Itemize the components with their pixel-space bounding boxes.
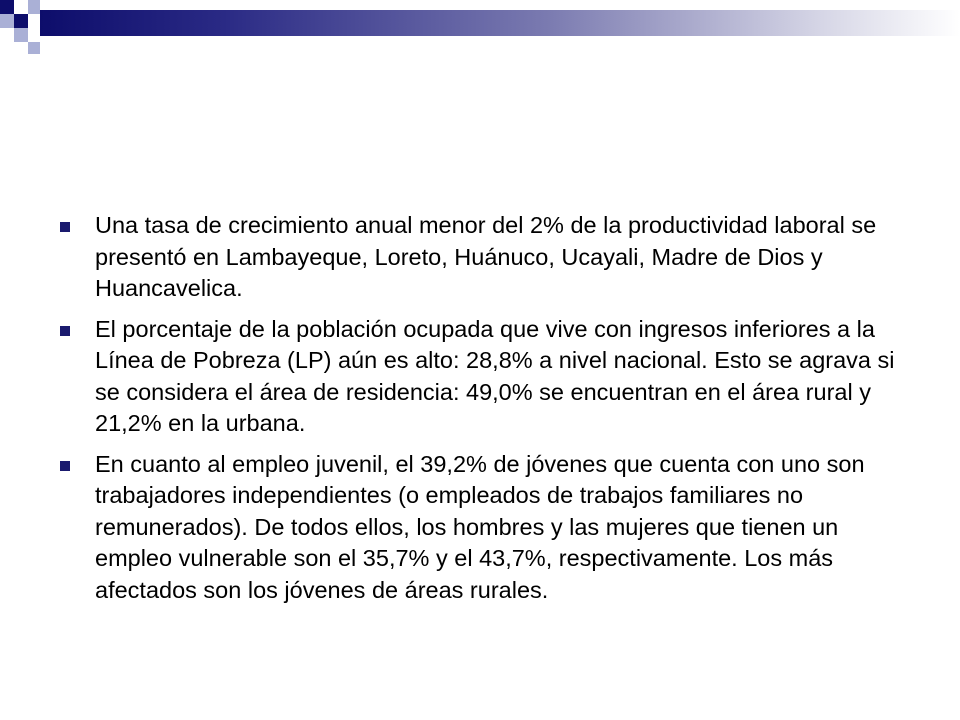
square-bullet-icon bbox=[60, 326, 70, 336]
decor-square bbox=[28, 28, 40, 42]
decor-square bbox=[0, 14, 14, 28]
decor-square bbox=[14, 0, 28, 14]
bullet-item bbox=[58, 449, 908, 607]
bullet-text: En cuanto al empleo juvenil, el 39,2% de jóvenes que cuenta con uno son trabajadores independientes (o empleados de trabajos familiares no remunerados). De todos ellos, los hombres y las mujeres que tienen un empleo vulnerable son el 35,7% y el 43,7%, respectivamente. Los más afectados son los jóvenes de áreas rurales. bbox=[95, 450, 865, 603]
bullet-item bbox=[58, 210, 908, 305]
decor-square bbox=[28, 14, 40, 28]
bullet-item bbox=[58, 314, 908, 440]
decor-square bbox=[14, 28, 28, 42]
square-bullet-icon bbox=[60, 461, 70, 471]
decor-square bbox=[28, 42, 40, 54]
decor-square bbox=[14, 14, 28, 28]
decor-square bbox=[0, 0, 14, 14]
decor-square bbox=[28, 0, 40, 14]
decor-square bbox=[0, 28, 14, 42]
header-banner bbox=[40, 10, 960, 36]
square-bullet-icon bbox=[60, 222, 70, 232]
bullet-text: Una tasa de crecimiento anual menor del 2% de la productividad laboral se presentó en Lambayeque, Loreto, Huánuco, Ucayali, Madre de Dios y Huancavelica. bbox=[95, 212, 877, 301]
bullet-text: El porcentaje de la población ocupada que vive con ingresos inferiores a la Línea de Pobreza (LP) aún es alto: 28,8% a nivel nacional. Esto se agrava si se considera el área de residencia: 49,0% se encuentran en el área rural y 21,2% en la urbana. bbox=[95, 315, 895, 436]
bullet-list bbox=[58, 210, 908, 615]
